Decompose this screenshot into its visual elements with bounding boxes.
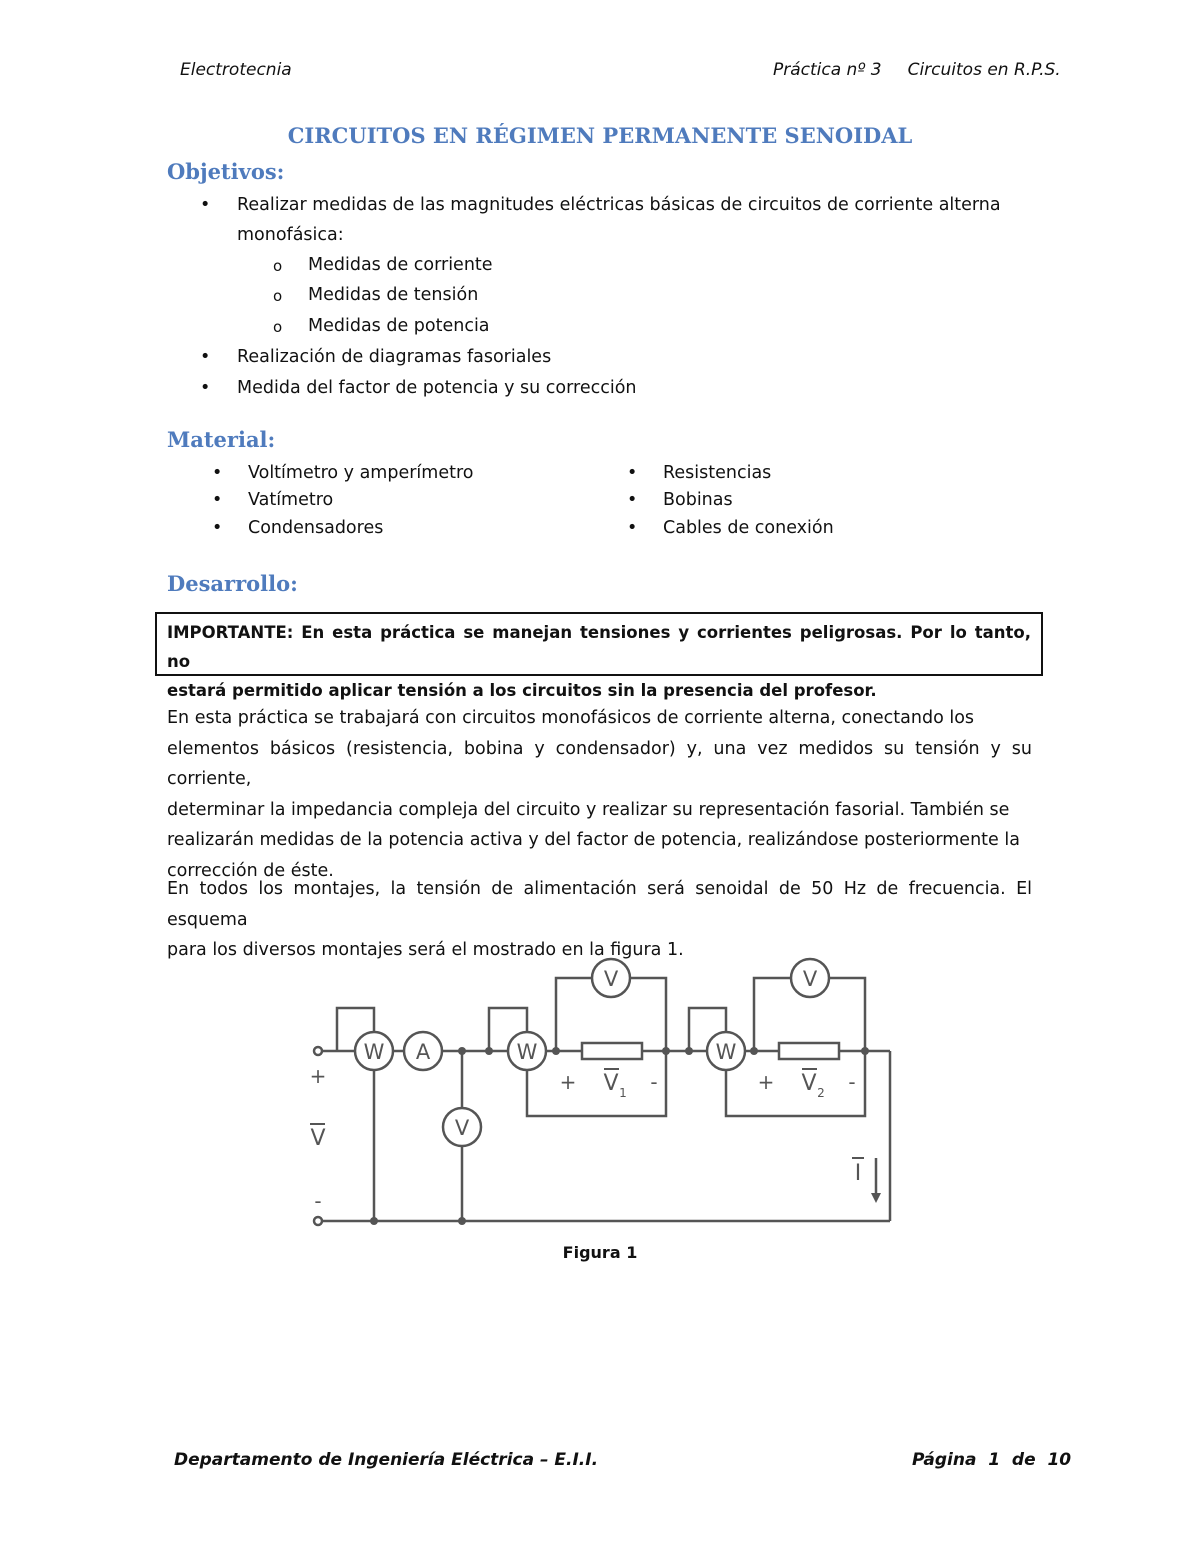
material-item-condensadores: Condensadores <box>248 518 384 538</box>
v2-label: V <box>801 1071 817 1096</box>
v2-minus-label: - <box>848 1070 856 1094</box>
v1-minus-label: - <box>650 1070 658 1094</box>
voltmeter-2-icon: V <box>802 967 818 991</box>
v1-label: V <box>603 1071 619 1096</box>
bullet-icon: • <box>200 347 211 367</box>
paragraph-1-line: En esta práctica se trabajará con circuitos monofásicos de corriente alterna, conectando los <box>167 708 975 728</box>
wattmeter-2-icon: W <box>516 1040 538 1064</box>
bullet-icon: • <box>200 195 211 215</box>
material-item-resistencias: Resistencias <box>663 463 772 483</box>
material-item-bobinas: Bobinas <box>663 490 733 510</box>
paragraph-1-line: realizarán medidas de la potencia activa y del factor de potencia, realizándose posteriormente la <box>167 830 1020 850</box>
v1-plus-label: + <box>559 1070 577 1094</box>
bullet-icon: • <box>212 490 223 510</box>
sub-bullet-icon: o <box>273 257 283 275</box>
material-item-cables: Cables de conexión <box>663 518 834 538</box>
header-course: Electrotecnia <box>180 60 292 80</box>
header-practice-number: Práctica nº 3 <box>773 60 882 80</box>
footer-department: Departamento de Ingeniería Eléctrica – E.I.I. <box>174 1450 599 1470</box>
source-minus-label: - <box>314 1189 322 1213</box>
bullet-icon: • <box>200 378 211 398</box>
material-item-vatimetro: Vatímetro <box>248 490 334 510</box>
paragraph-2-line: para los diversos montajes será el mostrado en la figura 1. <box>167 940 684 960</box>
sub-bullet-icon: o <box>273 287 283 305</box>
voltmeter-source-icon: V <box>454 1116 470 1140</box>
wattmeter-1-icon: W <box>363 1040 385 1064</box>
objective-item-1-line2: monofásica: <box>237 225 344 245</box>
v2-plus-label: + <box>757 1070 775 1094</box>
objective-sub-item-3: Medidas de potencia <box>308 316 490 336</box>
objective-item-2: Realización de diagramas fasoriales <box>237 347 552 367</box>
paragraph-1-line: elementos básicos (resistencia, bobina y condensador) y, una vez medidos su tensión y su corriente, <box>167 738 1032 789</box>
paragraph-1-line: corrección de éste. <box>167 860 334 881</box>
document-title: CIRCUITOS EN RÉGIMEN PERMANENTE SENOIDAL <box>287 123 913 148</box>
v1-subscript: 1 <box>619 1086 627 1100</box>
v2-subscript: 2 <box>817 1086 825 1100</box>
footer-page-number: Página 1 de 10 <box>912 1450 1072 1470</box>
section-heading-material: Material: <box>167 427 276 452</box>
objective-item-1-line1: Realizar medidas de las magnitudes eléctricas básicas de circuitos de corriente alterna <box>237 195 1001 215</box>
current-label: I <box>854 1161 862 1186</box>
objective-sub-item-2: Medidas de tensión <box>308 285 479 305</box>
bullet-icon: • <box>212 463 223 483</box>
bullet-icon: • <box>627 463 638 483</box>
section-heading-objetivos: Objetivos: <box>167 159 285 184</box>
material-item-voltimetro: Voltímetro y amperímetro <box>248 463 474 483</box>
objective-item-3: Medida del factor de potencia y su corrección <box>237 378 637 398</box>
warning-line-1: IMPORTANTE: En esta práctica se manejan tensiones y corrientes peligrosas. Por lo tanto, no <box>167 623 1031 671</box>
warning-line-2: estará permitido aplicar tensión a los circuitos sin la presencia del profesor. <box>167 681 877 700</box>
bullet-icon: • <box>212 518 223 538</box>
objective-sub-item-1: Medidas de corriente <box>308 255 493 275</box>
header-topic: Circuitos en R.P.S. <box>907 60 1061 80</box>
figure-caption: Figura 1 <box>562 1243 638 1262</box>
bullet-icon: • <box>627 518 638 538</box>
paragraph-1-line: determinar la impedancia compleja del circuito y realizar su representación fasorial. También se <box>167 799 1010 820</box>
section-heading-desarrollo: Desarrollo: <box>167 571 298 596</box>
paragraph-2-line: En todos los montajes, la tensión de alimentación será senoidal de 50 Hz de frecuencia. El esquema <box>167 879 1032 930</box>
bullet-icon: • <box>627 490 638 510</box>
wattmeter-3-icon: W <box>715 1040 737 1064</box>
sub-bullet-icon: o <box>273 318 283 336</box>
source-plus-label: + <box>309 1064 327 1088</box>
source-voltage-label: V <box>310 1126 326 1151</box>
voltmeter-1-icon: V <box>603 967 619 991</box>
ammeter-icon: A <box>415 1040 431 1064</box>
